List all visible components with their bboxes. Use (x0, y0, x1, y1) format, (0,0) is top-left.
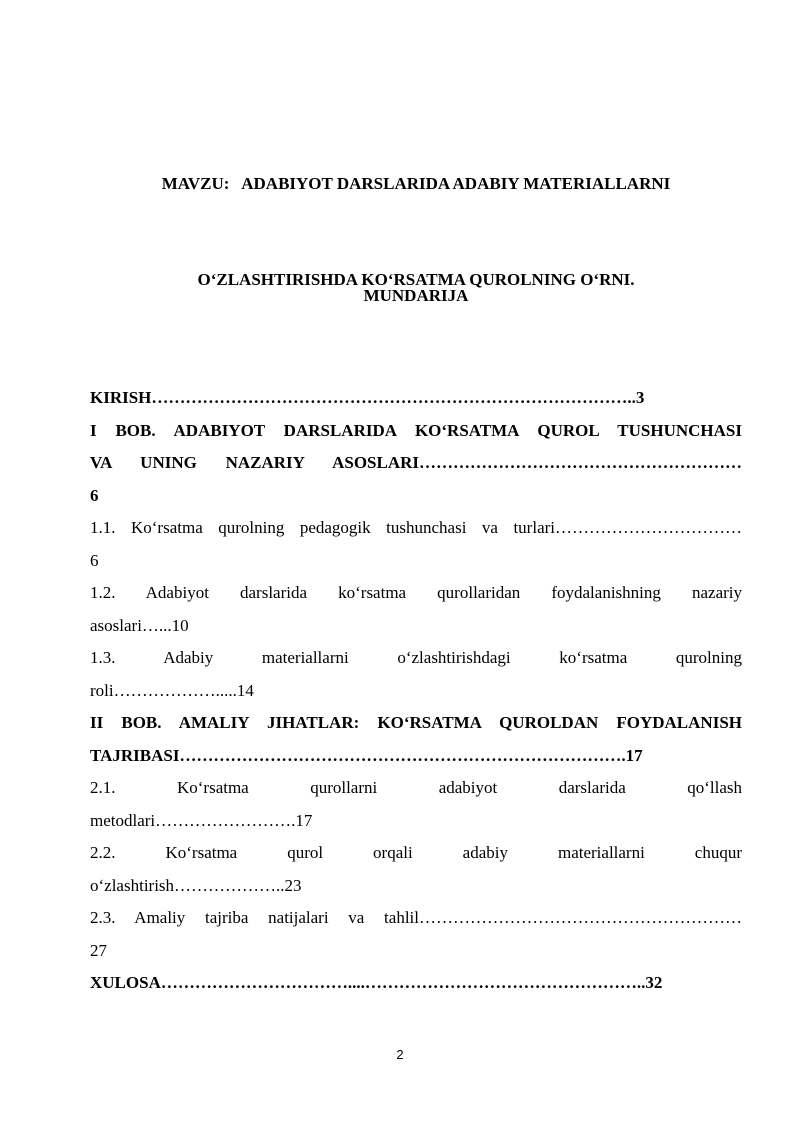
toc-entry-2-3[interactable]: 2.3. Amaliy tajriba natijalari va tahlil………………………………………………… (90, 908, 742, 927)
toc-entry-1-3[interactable]: 1.3. Adabiy materiallarni o‘zlashtirishdagi ko‘rsatma qurolning (90, 648, 742, 667)
contents-heading: MUNDARIJA (363, 286, 469, 305)
title-line-1: MAVZU: ADABIYOT DARSLARIDA ADABIY MATERIALLARNI (161, 174, 671, 193)
toc-entry-chapter-1-page[interactable]: 6 (90, 485, 99, 505)
document-title (90, 104, 742, 360)
title-line-2: O‘ZLASHTIRISHDA KO‘RSATMA QUROLNING O‘RNI. (197, 270, 635, 289)
toc-entry-2-1-cont[interactable]: metodlari…………………….17 (90, 810, 313, 830)
page-number: 2 (396, 1047, 404, 1062)
toc-entry-xulosa[interactable]: XULOSA……………………………....…………………………………………..32 (90, 973, 663, 992)
toc-entry-2-2-cont[interactable]: o‘zlashtirish………………..23 (90, 875, 302, 895)
toc-entry-kirish[interactable]: KIRISH…………………………………………………………………………..3 (90, 388, 645, 407)
toc-entry-1-2[interactable]: 1.2. Adabiyot darslarida ko‘rsatma qurollaridan foydalanishning nazariy (90, 583, 742, 602)
toc-entry-1-2-cont[interactable]: asoslari…...10 (90, 615, 189, 635)
toc-entry-chapter-2[interactable]: II BOB. AMALIY JIHATLAR: KO‘RSATMA QUROLDAN FOYDALANISH (90, 713, 742, 732)
toc-entry-2-2[interactable]: 2.2. Ko‘rsatma qurol orqali adabiy materiallarni chuqur (90, 843, 742, 862)
table-of-contents (90, 382, 742, 1000)
toc-entry-1-1-page[interactable]: 6 (90, 550, 99, 570)
toc-entry-chapter-1[interactable]: I BOB. ADABIYOT DARSLARIDA KO‘RSATMA QUROL TUSHUNCHASI (90, 420, 742, 440)
toc-entry-1-3-cont[interactable]: roli……………….....14 (90, 680, 254, 700)
toc-entry-chapter-1-cont[interactable]: VA UNING NAZARIY ASOSLARI………………………………………………… (90, 453, 742, 472)
toc-entry-2-3-page[interactable]: 27 (90, 940, 107, 960)
toc-entry-1-1[interactable]: 1.1. Ko‘rsatma qurolning pedagogik tushunchasi va turlari…………………………… (90, 518, 742, 537)
toc-entry-chapter-2-cont[interactable]: TAJRIBASI…………………………………………………………………….17 (90, 745, 643, 765)
toc-entry-2-1[interactable]: 2.1. Ko‘rsatma qurollarni adabiyot darslarida qo‘llash (90, 778, 742, 797)
